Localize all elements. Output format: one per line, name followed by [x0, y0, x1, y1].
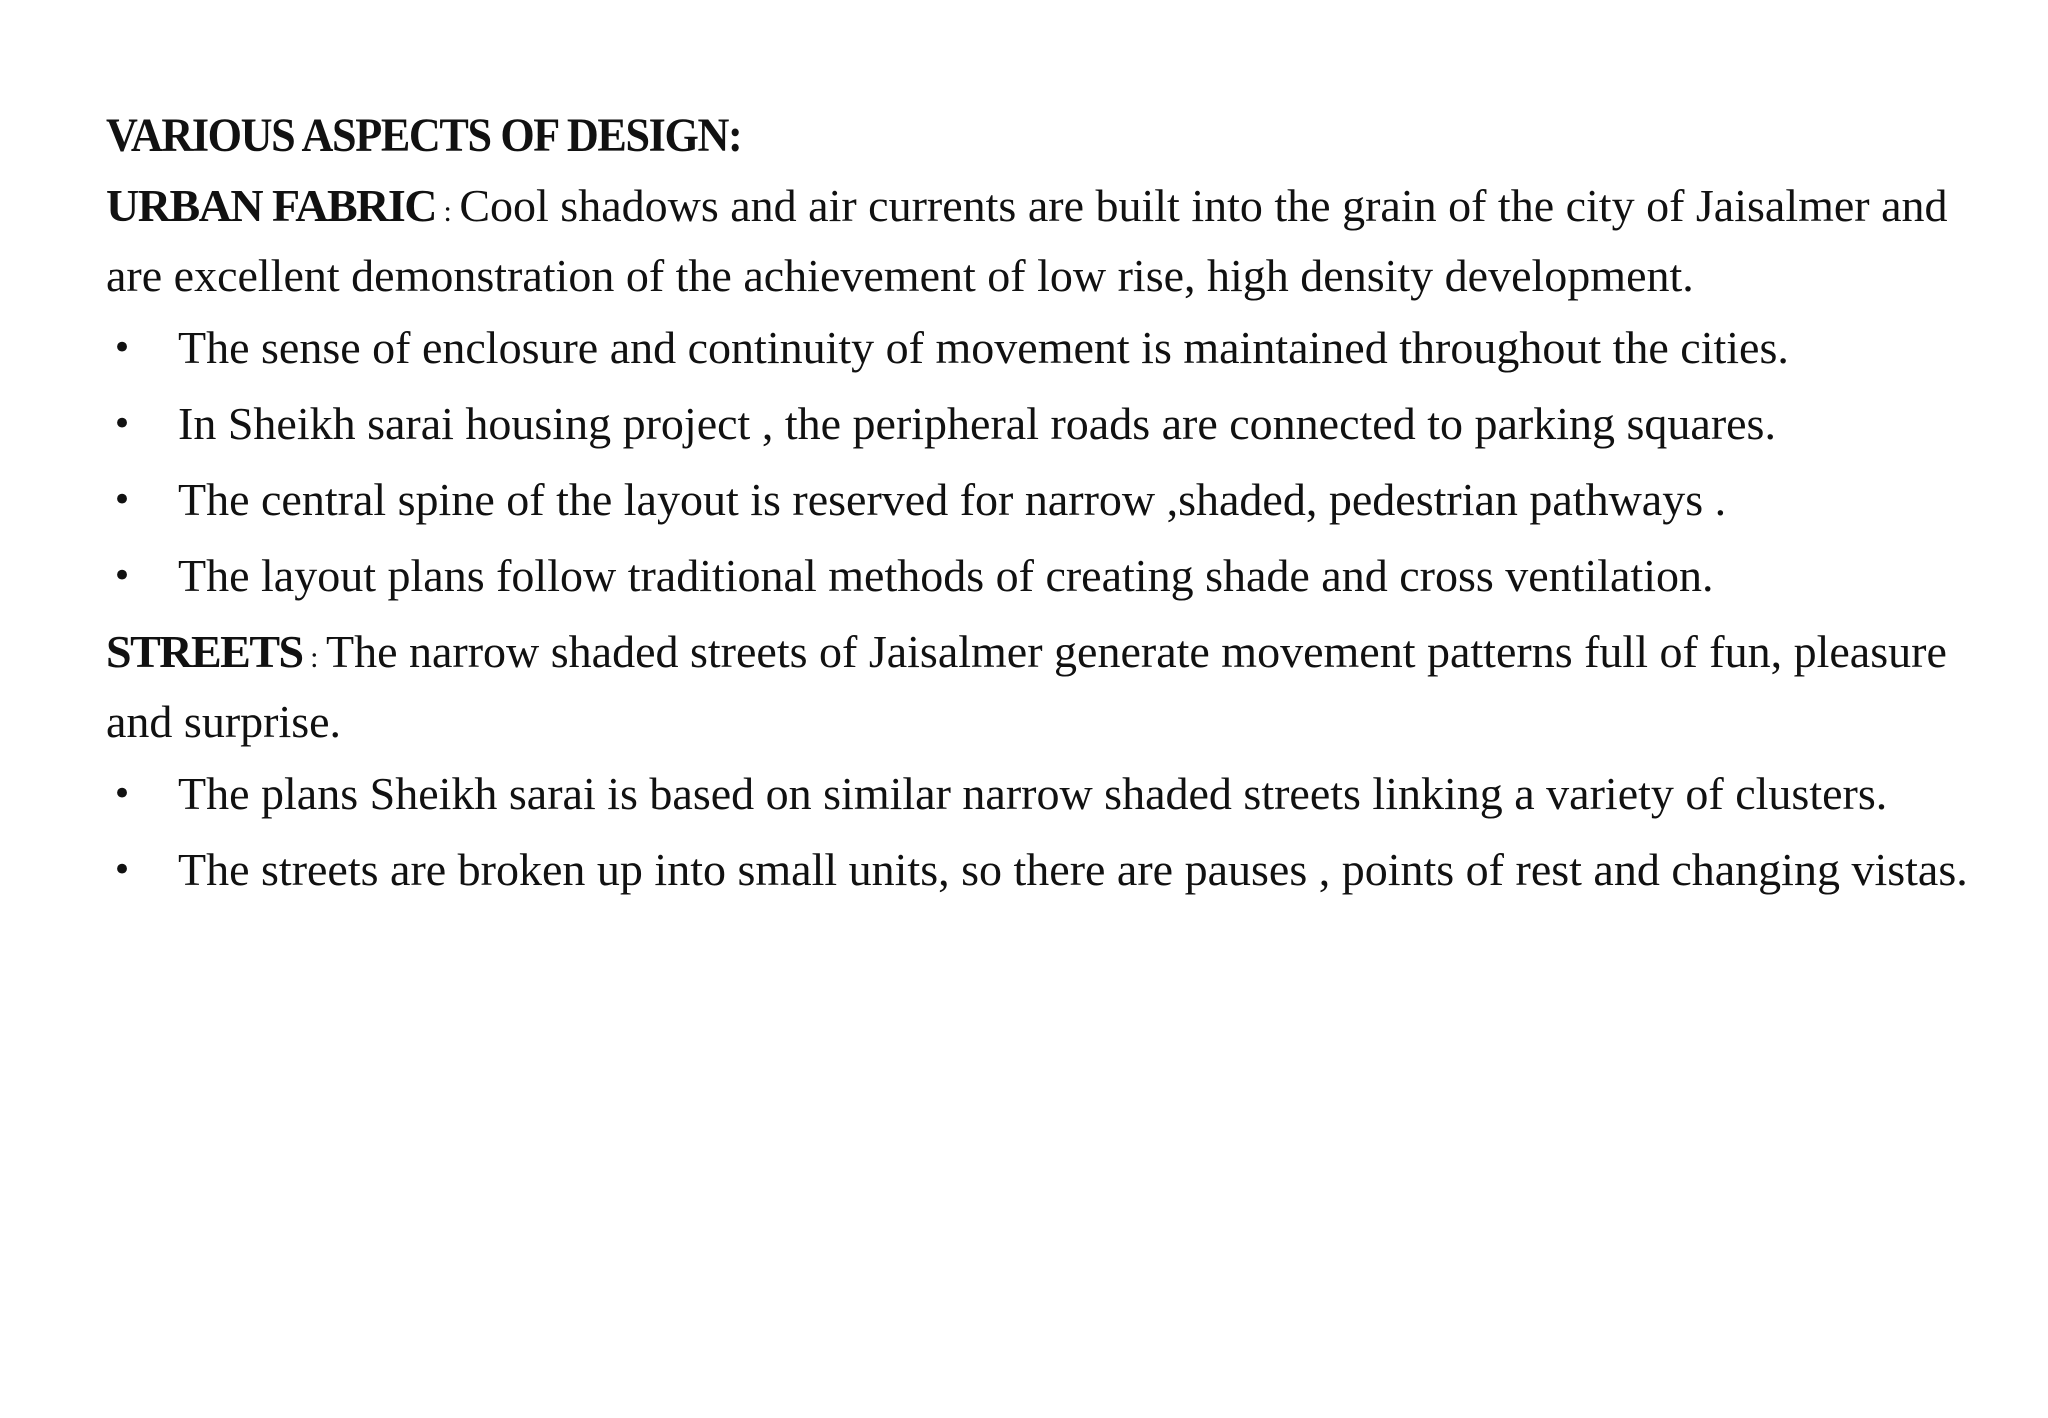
bullet-icon: •	[112, 850, 133, 890]
list-item-text: The central spine of the layout is reserved for narrow ,shaded, pedestrian pathways .	[178, 474, 1727, 525]
urban-fabric-separator: :	[436, 195, 460, 228]
streets-text: The narrow shaded streets of Jaisalmer generate movement patterns full of fun, pleasure and surprise.	[106, 626, 1947, 747]
list-item	[106, 316, 1986, 380]
list-item	[106, 544, 1986, 608]
bullet-icon: •	[112, 556, 133, 596]
streets-label: STREETS	[106, 626, 303, 677]
urban-fabric-bullet-list	[106, 316, 1986, 608]
bullet-icon: •	[112, 480, 133, 520]
streets-paragraph	[106, 620, 1986, 754]
list-item	[106, 392, 1986, 456]
urban-fabric-label: URBAN FABRIC	[106, 180, 436, 231]
list-item-text: The plans Sheikh sarai is based on similar narrow shaded streets linking a variety of clusters.	[178, 768, 1888, 819]
urban-fabric-paragraph	[106, 174, 1986, 308]
page-title	[106, 104, 1836, 168]
list-item	[106, 468, 1986, 532]
list-item	[106, 838, 1986, 902]
streets-bullet-list	[106, 762, 1986, 902]
list-item-text: The streets are broken up into small units, so there are pauses , points of rest and changing vistas.	[178, 844, 1968, 895]
bullet-icon: •	[112, 328, 133, 368]
list-item-text: The layout plans follow traditional methods of creating shade and cross ventilation.	[178, 550, 1714, 601]
streets-separator: :	[302, 641, 326, 674]
list-item	[106, 762, 1986, 826]
urban-fabric-text: Cool shadows and air currents are built into the grain of the city of Jaisalmer and are excellent demonstration of the achievement of low rise, high density development.	[106, 180, 1948, 301]
bullet-icon: •	[112, 404, 133, 444]
title-text: VARIOUS ASPECTS OF DESIGN	[106, 109, 728, 162]
list-item-text: The sense of enclosure and continuity of movement is maintained throughout the cities.	[178, 322, 1789, 373]
list-item-text: In Sheikh sarai housing project , the peripheral roads are connected to parking squares.	[178, 398, 1776, 449]
slide-content	[106, 104, 1986, 914]
title-colon: :	[727, 109, 742, 162]
bullet-icon: •	[112, 774, 133, 814]
